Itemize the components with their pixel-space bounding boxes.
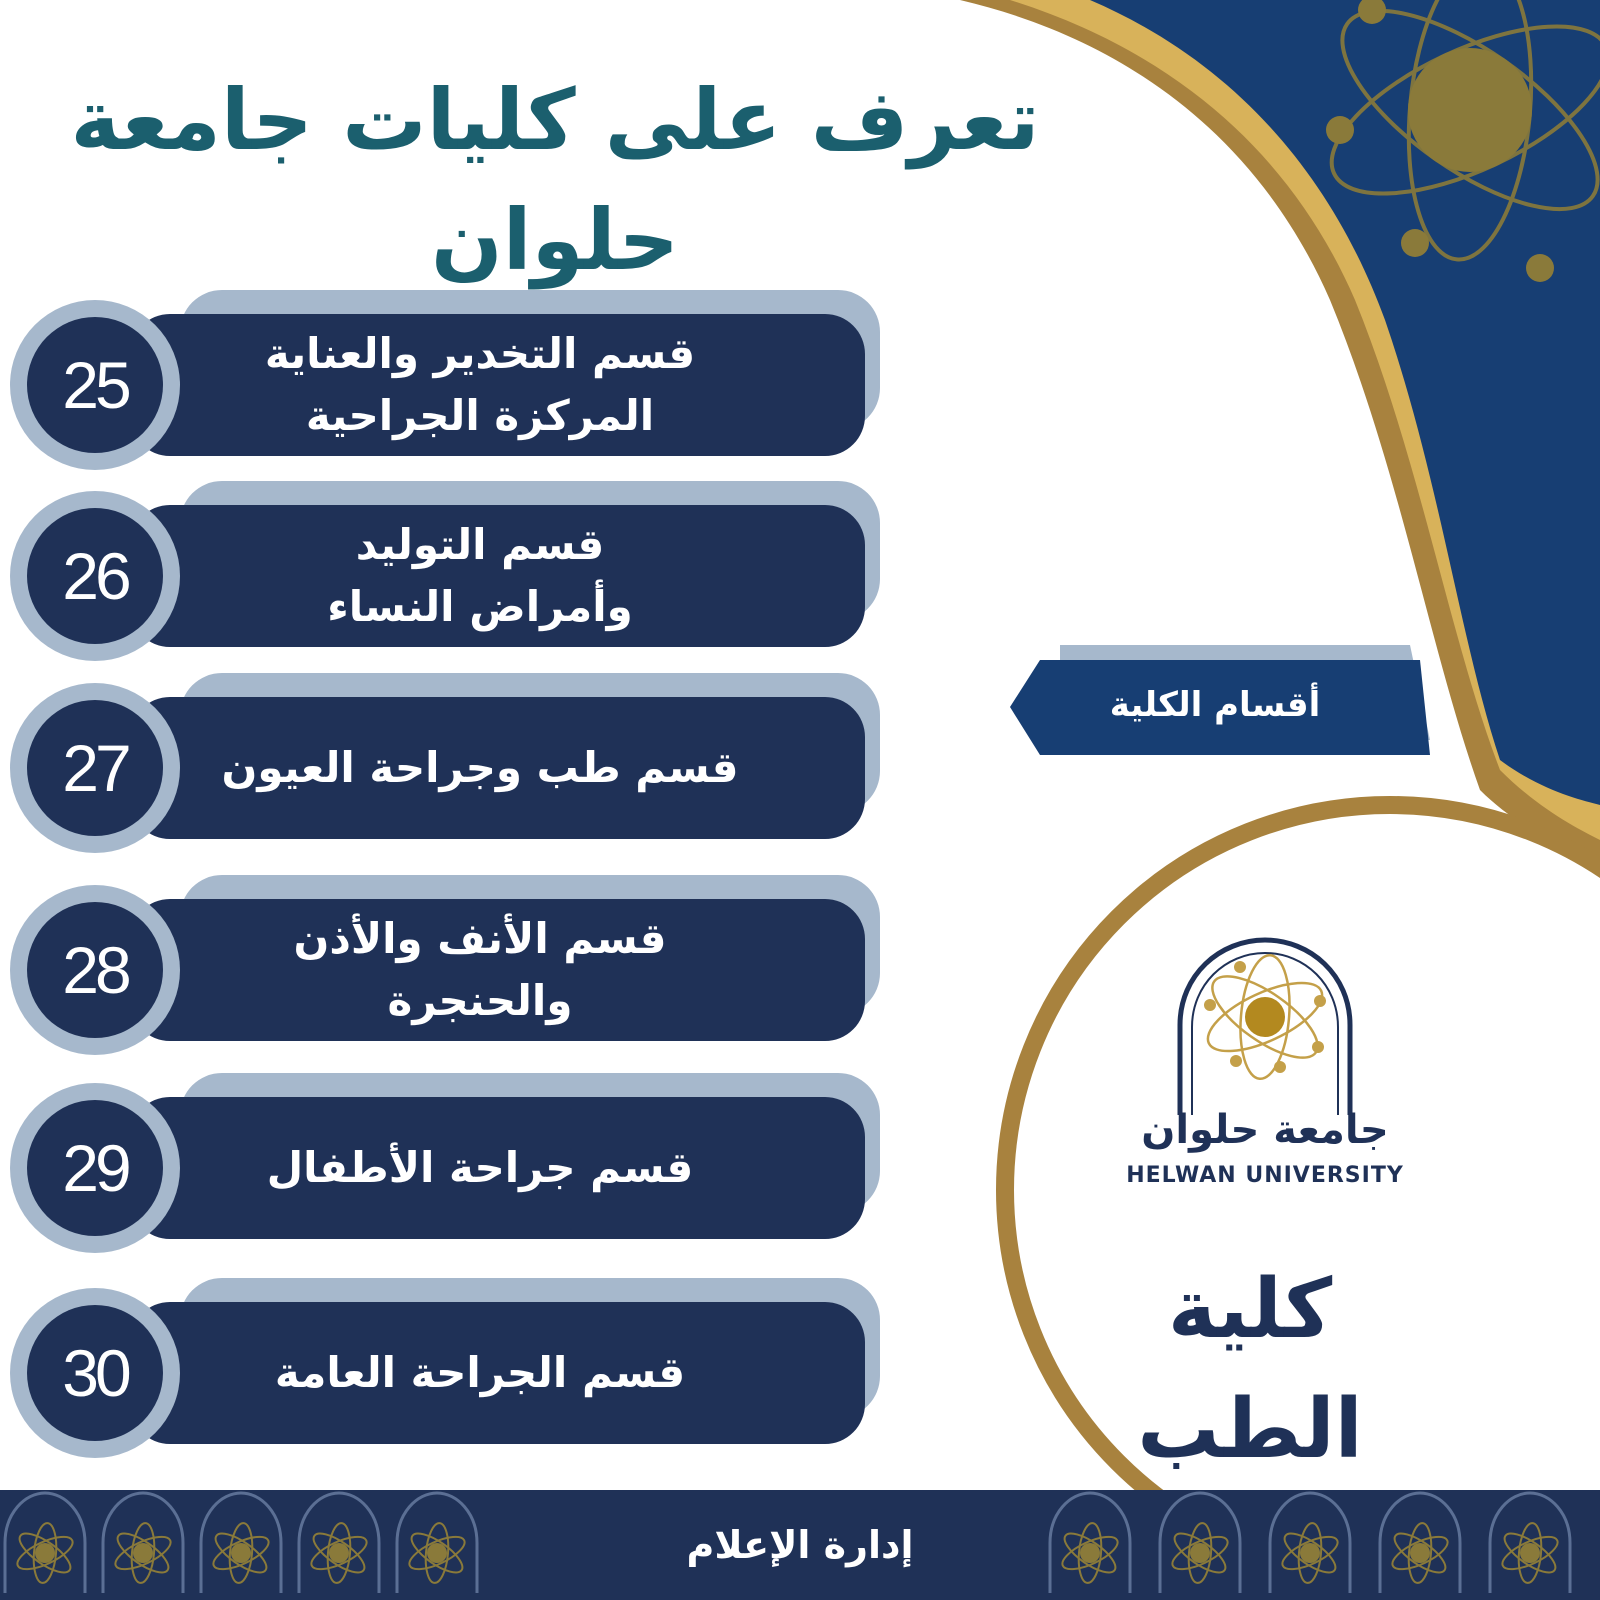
department-number: 30	[27, 1305, 163, 1441]
department-row	[10, 673, 875, 853]
atom-arch-icon	[1160, 1493, 1240, 1593]
atom-arch-icon	[103, 1493, 183, 1593]
atom-arch-icon	[1490, 1493, 1570, 1593]
atom-arch-icon	[397, 1493, 477, 1593]
department-row	[10, 290, 875, 470]
atom-arch-icon	[5, 1493, 85, 1593]
department-row	[10, 1278, 875, 1458]
atom-arch-icon	[299, 1493, 379, 1593]
department-name: قسم جراحة الأطفال	[266, 1143, 694, 1192]
department-number: 27	[27, 700, 163, 836]
atom-arch-icon	[1050, 1493, 1130, 1593]
university-logo-english: HELWAN UNIVERSITY	[1126, 1163, 1404, 1188]
department-number: 26	[27, 508, 163, 644]
section-ribbon-label: أقسام الكلية	[1109, 685, 1321, 725]
department-number: 29	[27, 1100, 163, 1236]
department-number: 25	[27, 317, 163, 453]
department-row	[10, 1073, 875, 1253]
department-name: قسم الجراحة العامة	[274, 1348, 686, 1397]
atom-arch-icon	[1270, 1493, 1350, 1593]
department-name: قسم طب وجراحة العيون	[221, 743, 739, 792]
department-row	[10, 481, 875, 661]
university-logo-arabic: جامعة حلوان	[1141, 1107, 1389, 1153]
department-row	[10, 875, 875, 1055]
atom-arch-icon	[1380, 1493, 1460, 1593]
department-name: قسم التخدير والعناية المركزة الجراحية	[264, 329, 696, 440]
page-title: تعرف على كليات جامعة حلوان	[70, 71, 1040, 289]
department-number: 28	[27, 902, 163, 1038]
department-name: قسم التوليد وأمراض النساء	[327, 520, 633, 631]
department-name: قسم الأنف والأذن والحنجرة	[293, 914, 667, 1025]
footer-label: إدارة الإعلام	[686, 1523, 914, 1567]
atom-arch-icon	[201, 1493, 281, 1593]
faculty-name: كلية الطب	[1137, 1262, 1363, 1477]
